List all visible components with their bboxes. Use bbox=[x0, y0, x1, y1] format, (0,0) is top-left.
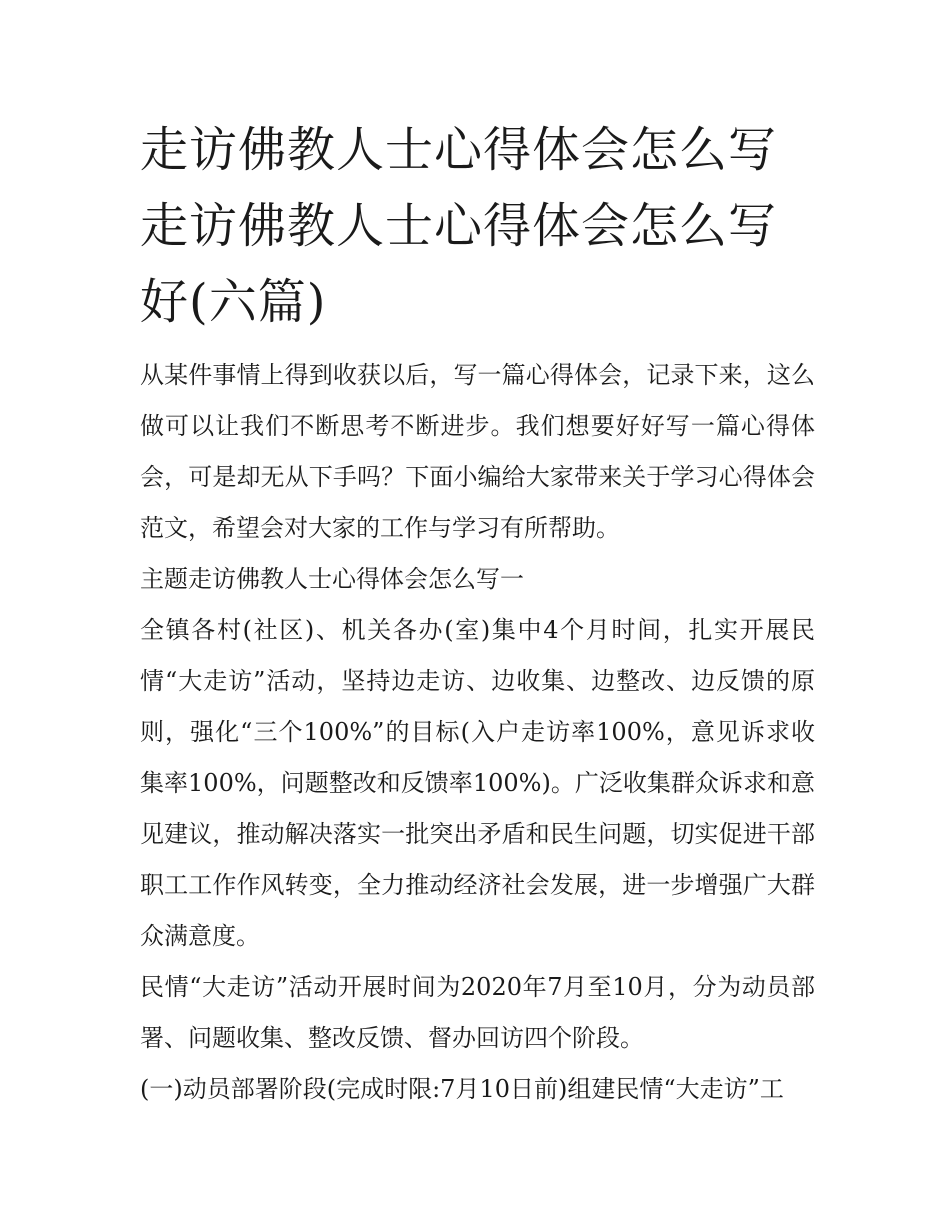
body-paragraph: 民情“大走访”活动开展时间为2020年7月至10月，分为动员部署、问题收集、整改反馈、督办回访四个阶段。 bbox=[140, 973, 815, 1052]
intro-paragraph: 从某件事情上得到收获以后，写一篇心得体会，记录下来，这么做可以让我们不断思考不断进步。我们想要好好写一篇心得体会，可是却无从下手吗？下面小编给大家带来关于学习心得体会范文，希望会对大家的工作与学习有所帮助。 bbox=[140, 361, 815, 542]
document-page bbox=[140, 112, 815, 1115]
body-paragraph: 全镇各村(社区)、机关各办(室)集中4个月时间，扎实开展民情“大走访”活动，坚持边走访、边收集、边整改、边反馈的原则，强化“三个100%”的目标(入户走访率100%，意见诉求收集率100%，问题整改和反馈率100%)。广泛收集群众诉求和意见建议，推动解决落实一批突出矛盾和民生问题，切实促进干部职工工作作风转变，全力推动经济社会发展，进一步增强广大群众满意度。 bbox=[140, 616, 815, 950]
document-title: 走访佛教人士心得体会怎么写走访佛教人士心得体会怎么写好(六篇) bbox=[140, 122, 778, 330]
section-heading: 主题走访佛教人士心得体会怎么写一 bbox=[140, 565, 524, 593]
body-paragraph: (一)动员部署阶段(完成时限:7月10日前)组建民情“大走访”工 bbox=[140, 1075, 784, 1103]
